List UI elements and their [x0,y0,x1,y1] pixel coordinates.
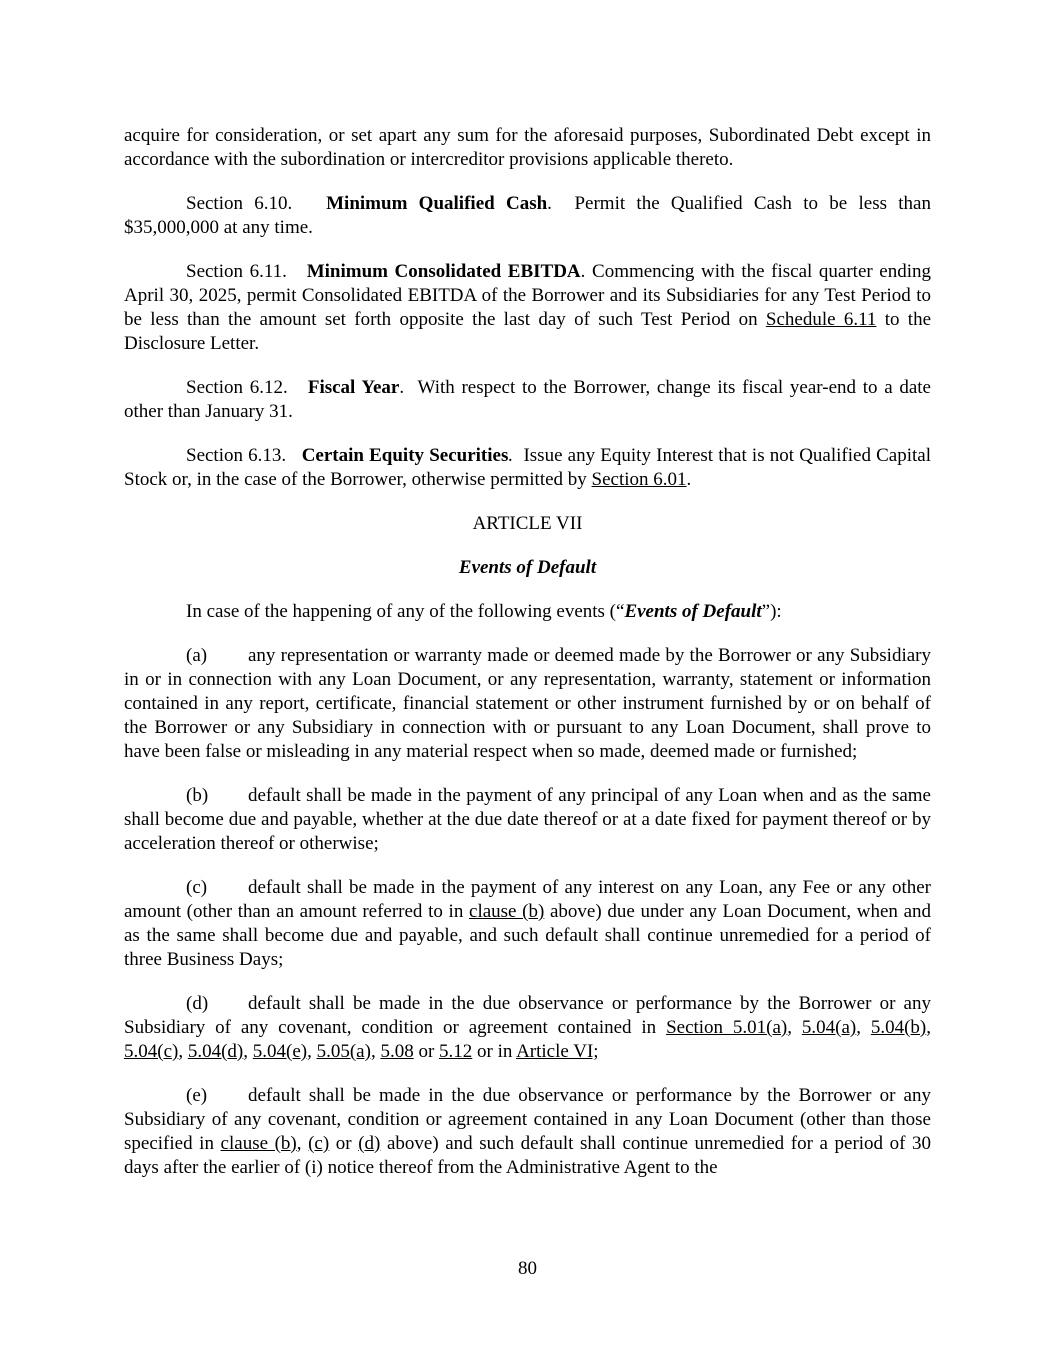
section-6-10: Section 6.10. Minimum Qualified Cash. Permit the Qualified Cash to be less than $35,000,000 at any time. [124,193,931,238]
clause-d: (d) default shall be made in the due observance or performance by the Borrower or any Subsidiary of any covenant, condition or agreement contained in Section 5.01(a), 5.04(a), 5.04(b), 5.04(c), 5.04(d), 5.04(e), 5.05(a), 5.08 or 5.12 or in Article VI; [124,993,932,1062]
section-5-04d-link[interactable]: 5.04(d) [187,1041,244,1062]
section-5-04a-link[interactable]: 5.04(a) [801,1017,857,1038]
clause-a: (a) any representation or warranty made or deemed made by the Borrower or any Subsidiary in or in connection with any Loan Document, or any representation, warranty, statement or information contained in any report, certificate, financial statement or other instrument furnished by or on behalf of the Borrower or any Subsidiary in connection with or pursuant to any Loan Document, shall prove to have been false or misleading in any material respect when so made, deemed made or furnished; [124,645,931,762]
section-number: Section 6.13. [186,445,287,466]
section-number: Section 6.11. [186,261,287,282]
section-5-12-link[interactable]: 5.12 [439,1041,473,1062]
clause-b: (b) default shall be made in the payment of any principal of any Loan when and as the same shall become due and payable, whether at the due date thereof or at a date fixed for payment thereof or by acceleration thereof or otherwise; [124,785,931,854]
section-5-01a-link[interactable]: Section 5.01(a) [666,1017,788,1038]
clause-b-link[interactable]: clause (b) [469,901,545,922]
section-title: Fiscal Year [307,377,400,398]
section-5-04c-link[interactable]: 5.04(c) [124,1041,179,1062]
clause-label: (d) [186,993,209,1014]
section-5-04b-link[interactable]: 5.04(b) [870,1017,927,1038]
section-6-01-link[interactable]: Section 6.01 [591,469,687,490]
section-6-11: Section 6.11. Minimum Consolidated EBITDA. Commencing with the fiscal quarter ending April 30, 2025, permit Consolidated EBITDA of the Borrower and its Subsidiaries for any Test Period to be less than the amount set forth opposite the last day of such Test Period on Schedule 6.11 to the Disclosure Letter. [124,261,932,354]
section-5-05a-link[interactable]: 5.05(a) [316,1041,371,1062]
section-title: Minimum Consolidated EBITDA [306,261,581,282]
page-number: 80 [518,1258,537,1279]
schedule-6-11-link[interactable]: Schedule 6.11 [765,309,877,330]
clause-label: (a) [186,645,208,666]
section-number: Section 6.12. [186,377,288,398]
clause-label: (b) [186,785,209,806]
section-5-04e-link[interactable]: 5.04(e) [252,1041,308,1062]
events-intro: In case of the happening of any of the following events (“Events of Default”): [186,601,782,622]
article-title: Events of Default [458,557,597,578]
section-6-12: Section 6.12. Fiscal Year. With respect to the Borrower, change its fiscal year-end to a date other than January 31. [124,377,931,422]
article-vi-link[interactable]: Article VI; [516,1041,599,1062]
section-6-13: Section 6.13. Certain Equity Securities. Issue any Equity Interest that is not Qualified Capital Stock or, in the case of the Borrower, otherwise permitted by Section 6.01. [124,445,932,490]
clause-e: (e) default shall be made in the due observance or performance by the Borrower or any Subsidiary of any covenant, condition or agreement contained in any Loan Document (other than those specified in clause (b), (c) or (d) above) and such default shall continue unremedied for a period of 30 days after the earlier of (i) notice thereof from the Administrative Agent to the [124,1085,932,1178]
clause-d-link[interactable]: (d) [358,1133,381,1154]
article-heading: ARTICLE VII [472,513,583,534]
clause-c: (c) default shall be made in the payment of any interest on any Loan, any Fee or any other amount (other than an amount referred to in clause (b) above) due under any Loan Document, when and as the same shall become due and payable, and such default shall continue unremedied for a period of three Business Days; [124,877,931,970]
section-title: Certain Equity Securities [301,445,509,466]
paragraph-continuation: acquire for consideration, or set apart any sum for the aforesaid purposes, Subordinated Debt except in accordance with the subordination or intercreditor provisions applicable thereto. [124,125,931,170]
defined-term: Events of Default [624,601,762,622]
clause-c-link[interactable]: (c) [308,1133,330,1154]
section-5-08-link[interactable]: 5.08 [380,1041,414,1062]
clause-label: (c) [186,877,208,898]
section-number: Section 6.10. [186,193,293,214]
clause-label: (e) [186,1085,208,1106]
clause-b-link[interactable]: clause (b) [220,1133,297,1154]
section-title: Minimum Qualified Cash [326,193,548,214]
document-page [124,124,931,1180]
